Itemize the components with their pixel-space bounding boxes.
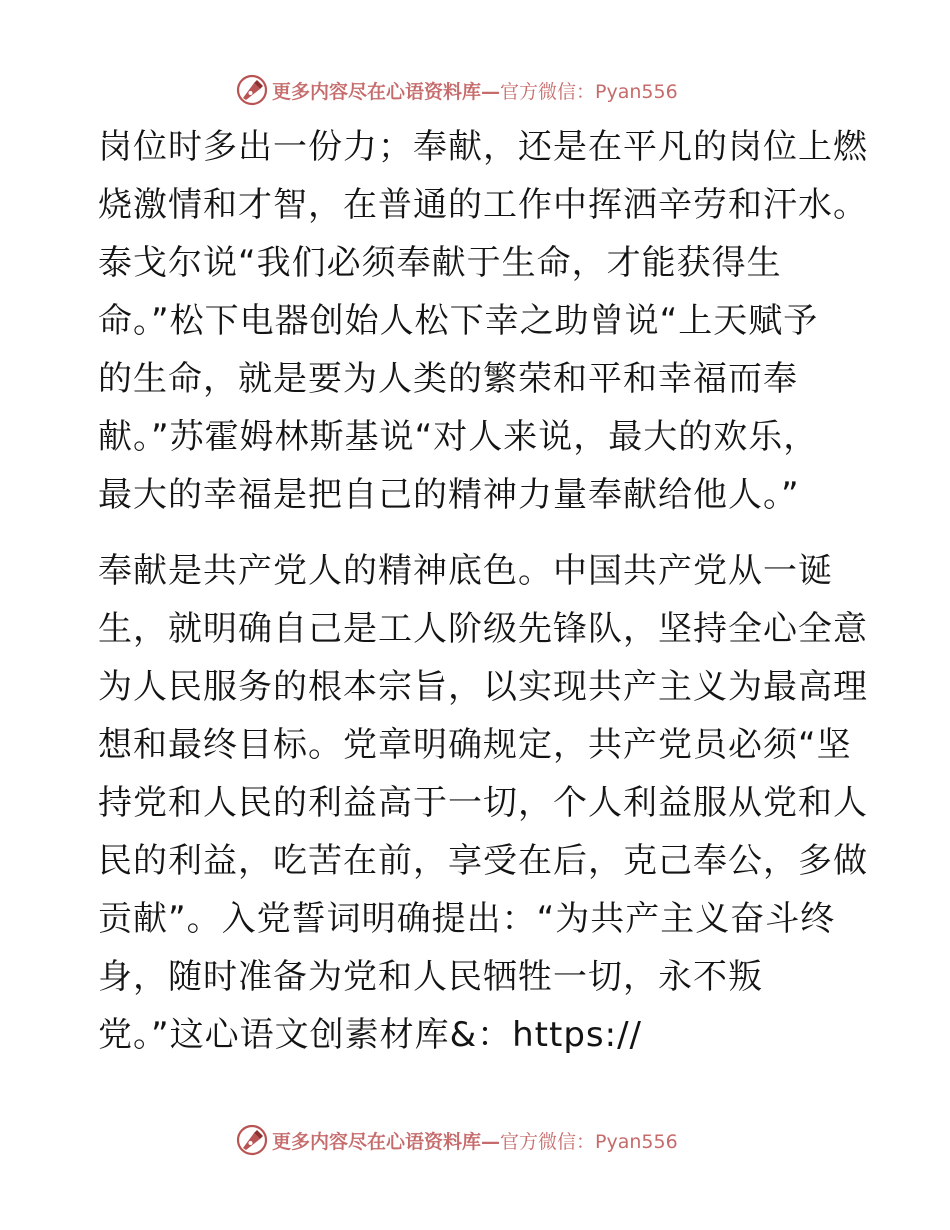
text-line: 献。”苏霍姆林斯基说“对人来说，最大的欢乐， [98, 417, 819, 457]
text-line: 生，就明确自己是工人阶级先锋队，坚持全心全意 [98, 609, 868, 649]
text-line: 泰戈尔说“我们必须奉献于生命，才能获得生 [98, 243, 782, 283]
text-line: 党。”这心语文创素材库&：https:// [98, 1015, 642, 1055]
text-line: 为人民服务的根本宗旨，以实现共产主义为最高理 [98, 667, 868, 707]
header-watermark [236, 73, 678, 107]
pen-nib-logo-icon [236, 74, 268, 106]
pen-nib-logo-icon [236, 1124, 268, 1156]
text-line: 贡献”。入党誓词明确提出：“为共产主义奋斗终 [98, 899, 836, 939]
watermark-text: 更多内容尽在心语资料库— [272, 80, 501, 103]
watermark-text: 更多内容尽在心语资料库— [272, 1130, 501, 1153]
text-line: 烧激情和才智，在普通的工作中挥洒辛劳和汗水。 [98, 185, 868, 225]
text-line: 岗位时多出一份力；奉献，还是在平凡的岗位上燃 [98, 127, 868, 167]
paragraph-2 [98, 542, 868, 1064]
text-line: 命。”松下电器创始人松下幸之助曾说“上天赋予 [98, 301, 819, 341]
text-line: 持党和人民的利益高于一切，个人利益服从党和人 [98, 783, 868, 823]
watermark-contact: 官方微信：Pyan556 [500, 80, 678, 103]
footer-watermark [236, 1123, 678, 1157]
text-line: 身，随时准备为党和人民牺牲一切，永不叛 [98, 957, 763, 997]
text-line: 想和最终目标。党章明确规定，共产党员必须“坚 [98, 725, 852, 765]
watermark-contact: 官方微信：Pyan556 [500, 1130, 678, 1153]
text-line: 的生命，就是要为人类的繁荣和平和幸福而奉 [98, 359, 798, 399]
paragraph-1 [98, 118, 868, 524]
text-line: 奉献是共产党人的精神底色。中国共产党从一诞 [98, 551, 833, 591]
text-line: 最大的幸福是把自己的精神力量奉献给他人。” [98, 475, 800, 515]
text-line: 民的利益，吃苦在前，享受在后，克己奉公，多做 [98, 841, 868, 881]
